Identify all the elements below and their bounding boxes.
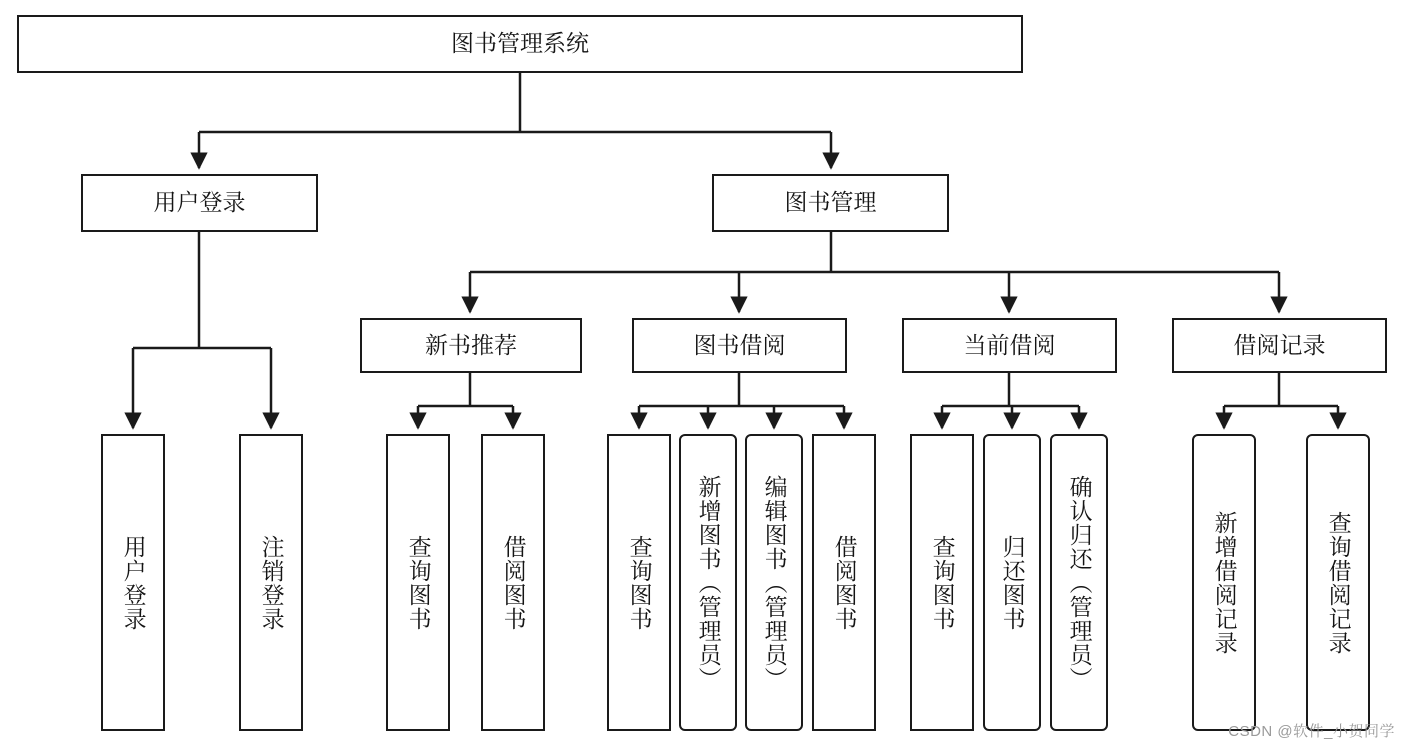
node-book-borrow-label: 图书借阅 [693,331,786,358]
node-leaf-add-record-label: 新增借阅记录 [1211,510,1238,655]
node-leaf-add-record[interactable] [1192,434,1256,731]
node-borrow-records-label: 借阅记录 [1233,331,1326,358]
node-root-label: 图书管理系统 [451,30,589,57]
node-leaf-logout[interactable] [239,434,303,731]
node-leaf-return-book-label: 归还图书 [999,534,1026,631]
node-leaf-borrow-query-label: 查询图书 [626,534,653,631]
node-leaf-current-query[interactable] [910,434,974,731]
node-leaf-confirm-return[interactable] [1050,434,1108,731]
watermark: CSDN @软件_小贺同学 [1228,723,1395,740]
node-leaf-user-login-label: 用户登录 [120,534,147,631]
node-root[interactable] [17,15,1023,73]
node-new-book-recommend-label: 新书推荐 [425,331,517,358]
node-leaf-logout-label: 注销登录 [258,534,285,631]
node-leaf-newbook-query[interactable] [386,434,450,731]
node-leaf-add-book-label: 新增图书（管理员） [695,474,722,691]
node-leaf-query-record-label: 查询借阅记录 [1325,510,1352,655]
node-user-login[interactable] [81,174,318,232]
node-leaf-newbook-borrow[interactable] [481,434,545,731]
node-leaf-add-book[interactable] [679,434,737,731]
node-leaf-current-query-label: 查询图书 [929,534,956,631]
node-leaf-newbook-borrow-label: 借阅图书 [500,534,527,631]
node-leaf-edit-book-label: 编辑图书（管理员） [761,474,788,691]
node-leaf-borrow-book-label: 借阅图书 [831,534,858,631]
node-leaf-newbook-query-label: 查询图书 [405,534,432,631]
node-book-borrow[interactable] [632,318,847,373]
node-leaf-query-record[interactable] [1306,434,1370,731]
node-current-borrow[interactable] [902,318,1117,373]
node-leaf-edit-book[interactable] [745,434,803,731]
node-book-management-label: 图书管理 [784,189,877,216]
node-book-management[interactable] [712,174,949,232]
node-borrow-records[interactable] [1172,318,1387,373]
node-user-login-label: 用户登录 [153,189,246,216]
node-leaf-return-book[interactable] [983,434,1041,731]
node-new-book-recommend[interactable] [360,318,582,373]
node-leaf-borrow-query[interactable] [607,434,671,731]
node-leaf-borrow-book[interactable] [812,434,876,731]
node-leaf-confirm-return-label: 确认归还（管理员） [1066,474,1093,691]
node-current-borrow-label: 当前借阅 [963,331,1056,358]
node-leaf-user-login[interactable] [101,434,165,731]
